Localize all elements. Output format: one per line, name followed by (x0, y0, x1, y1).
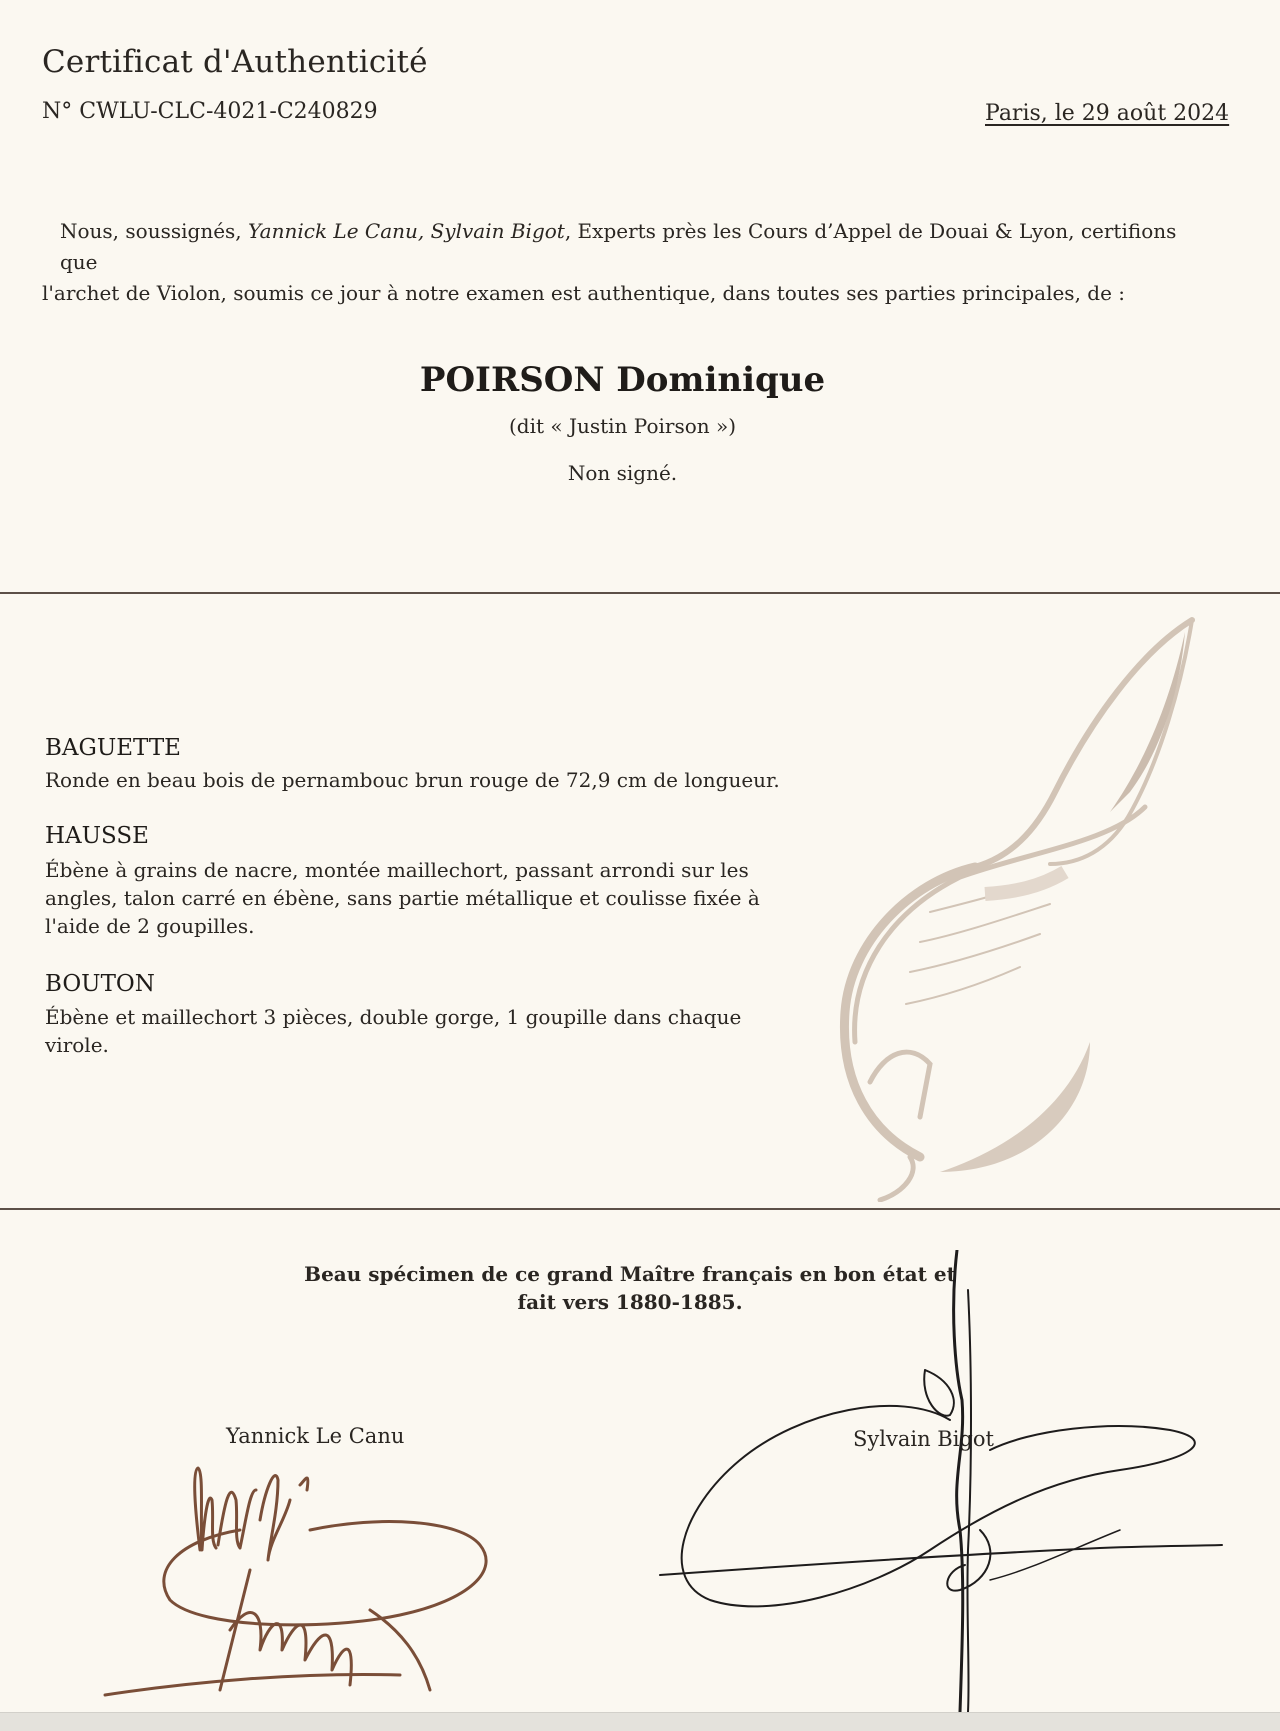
section-bouton-text: Ébène et maillechort 3 pièces, double gorge, 1 goupille dans chaque virole. (45, 1005, 742, 1057)
signature-right (650, 1250, 1230, 1712)
section-baguette-text: Ronde en beau bois de pernambouc brun rouge de 72,9 cm de longueur. (45, 768, 780, 792)
fold-line-bottom (0, 1208, 1280, 1210)
viewer-bottom-bar (0, 1712, 1280, 1731)
section-hausse-heading: HAUSSE (45, 823, 149, 849)
maker-alias: (dit « Justin Poirson ») (508, 414, 737, 438)
fold-line-top (0, 592, 1280, 594)
section-baguette-heading: BAGUETTE (45, 735, 181, 761)
intro-line2: l'archet de Violon, soumis ce jour à notre examen est authentique, dans toutes ses parties principales, de : (42, 281, 1126, 305)
signature-status: Non signé. (567, 461, 678, 485)
conclusion-text: Beau spécimen de ce grand Maître français en bon état et fait vers 1880-1885. (304, 1262, 956, 1314)
signatory-right-name: Sylvain Bigot (853, 1427, 994, 1451)
intro-suffix: , Experts près les Cours d’Appel de Douai & Lyon, certifions que (60, 219, 1177, 274)
section-bouton-heading: BOUTON (45, 971, 155, 997)
signatory-left-name: Yannick Le Canu (226, 1424, 405, 1448)
place-date: Paris, le 29 août 2024 (985, 101, 1230, 126)
section-hausse-text: Ébène à grains de nacre, montée maillechort, passant arrondi sur les angles, talon carré en ébène, sans partie métallique et coulisse fixée à l'aide de 2 goupilles. (45, 858, 760, 938)
maker-name: POIRSON Dominique (419, 360, 826, 400)
certificate-number: N° CWLU-CLC-4021-C240829 (42, 99, 378, 124)
quill-scroll-watermark (810, 612, 1210, 1202)
intro-experts: Yannick Le Canu, Sylvain Bigot (248, 219, 565, 243)
intro-prefix: Nous, soussignés, (60, 219, 249, 243)
intro-paragraph (42, 216, 1182, 309)
signature-left (100, 1460, 520, 1712)
certificate-title: Certificat d'Authenticité (42, 44, 428, 80)
